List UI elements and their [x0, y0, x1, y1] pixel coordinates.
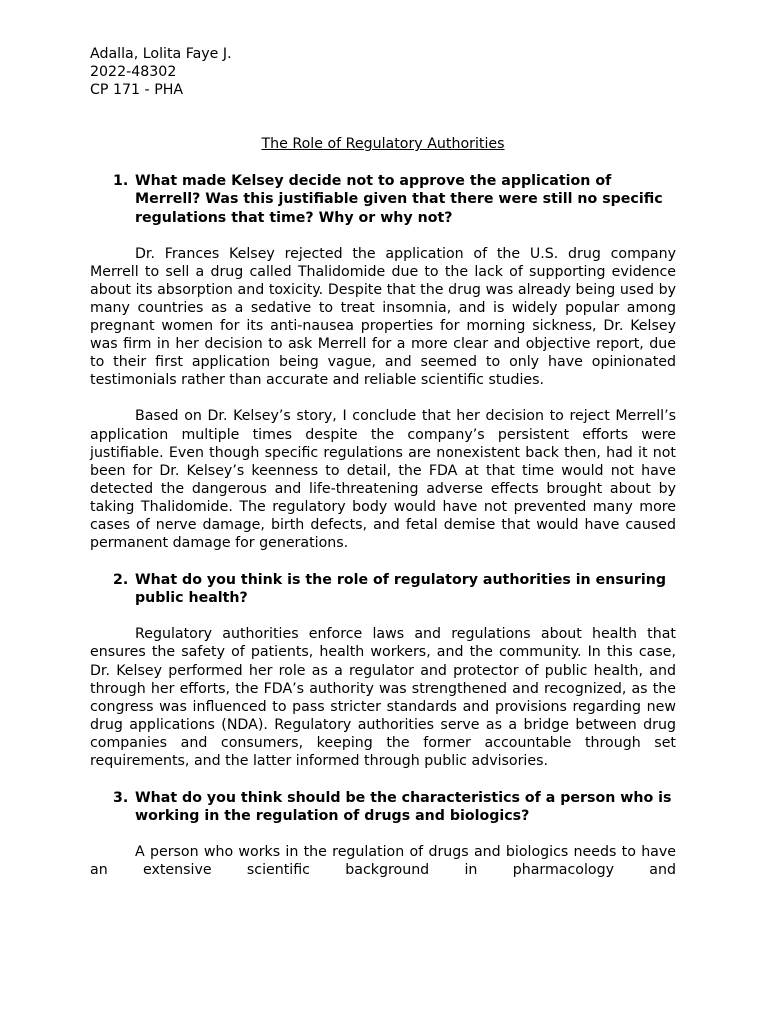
answer-3-paragraph-1: A person who works in the regulation of drugs and biologics needs to have an extensive scientific background in pharmacology and [90, 844, 676, 879]
question-3-text: What do you think should be the characteristics of a person who is working in the regulation of drugs and biologics? [135, 790, 672, 825]
question-1 [90, 172, 676, 226]
answer-1-paragraph-2: Based on Dr. Kelsey’s story, I conclude that her decision to reject Merrell’s application multiple times despite the company’s persistent efforts were justifiable. Even though specific regulations are nonexistent back then, had it not been for Dr. Kelsey’s keenness to detail, the FDA at that time would not have detected the dangerous and life-threatening adverse effects brought about by taking Thalidomide. The regulatory body would have not prevented many more cases of nerve damage, birth defects, and fetal demise that would have caused permanent damage for generations. [90, 408, 676, 552]
document-title: The Role of Regulatory Authorities [261, 136, 505, 153]
answer-2-paragraph-1: Regulatory authorities enforce laws and regulations about health that ensures the safety of patients, health workers, and the community. In this case, Dr. Kelsey performed her role as a regulator and protector of public health, and through her efforts, the FDA’s authority was strengthened and recognized, as the congress was influenced to pass stricter standards and provisions regarding new drug applications (NDA). Regulatory authorities serve as a bridge between drug companies and consumers, keeping the former accountable through set requirements, and the latter informed through public advisories. [90, 626, 676, 769]
course-code: CP 171 - PHA [90, 82, 184, 99]
student-number: 2022-48302 [90, 64, 177, 81]
question-3 [90, 789, 676, 825]
question-2-number: 2. [113, 572, 129, 589]
question-1-text: What made Kelsey decide not to approve the application of Merrell? Was this justifiable given that there were still no specific regulations that time? Why or why not? [135, 173, 663, 226]
answer-1-paragraph-1: Dr. Frances Kelsey rejected the application of the U.S. drug company Merrell to sell a drug called Thalidomide due to the lack of supporting evidence about its absorption and toxicity. Despite that the drug was already being used by many countries as a sedative to treat insomnia, and is widely popular among pregnant women for its anti-nausea properties for morning sickness, Dr. Kelsey was firm in her decision to ask Merrell for a more clear and objective report, due to their first application being vague, and seemed to only have opinionated testimonials rather than accurate and reliable scientific studies. [90, 245, 676, 389]
question-2-text: What do you think is the role of regulatory authorities in ensuring public health? [135, 572, 666, 607]
question-3-number: 3. [113, 790, 129, 807]
question-1-number: 1. [113, 173, 129, 190]
question-2 [90, 571, 676, 607]
document-page [90, 45, 676, 879]
author-name: Adalla, Lolita Faye J. [90, 46, 232, 62]
